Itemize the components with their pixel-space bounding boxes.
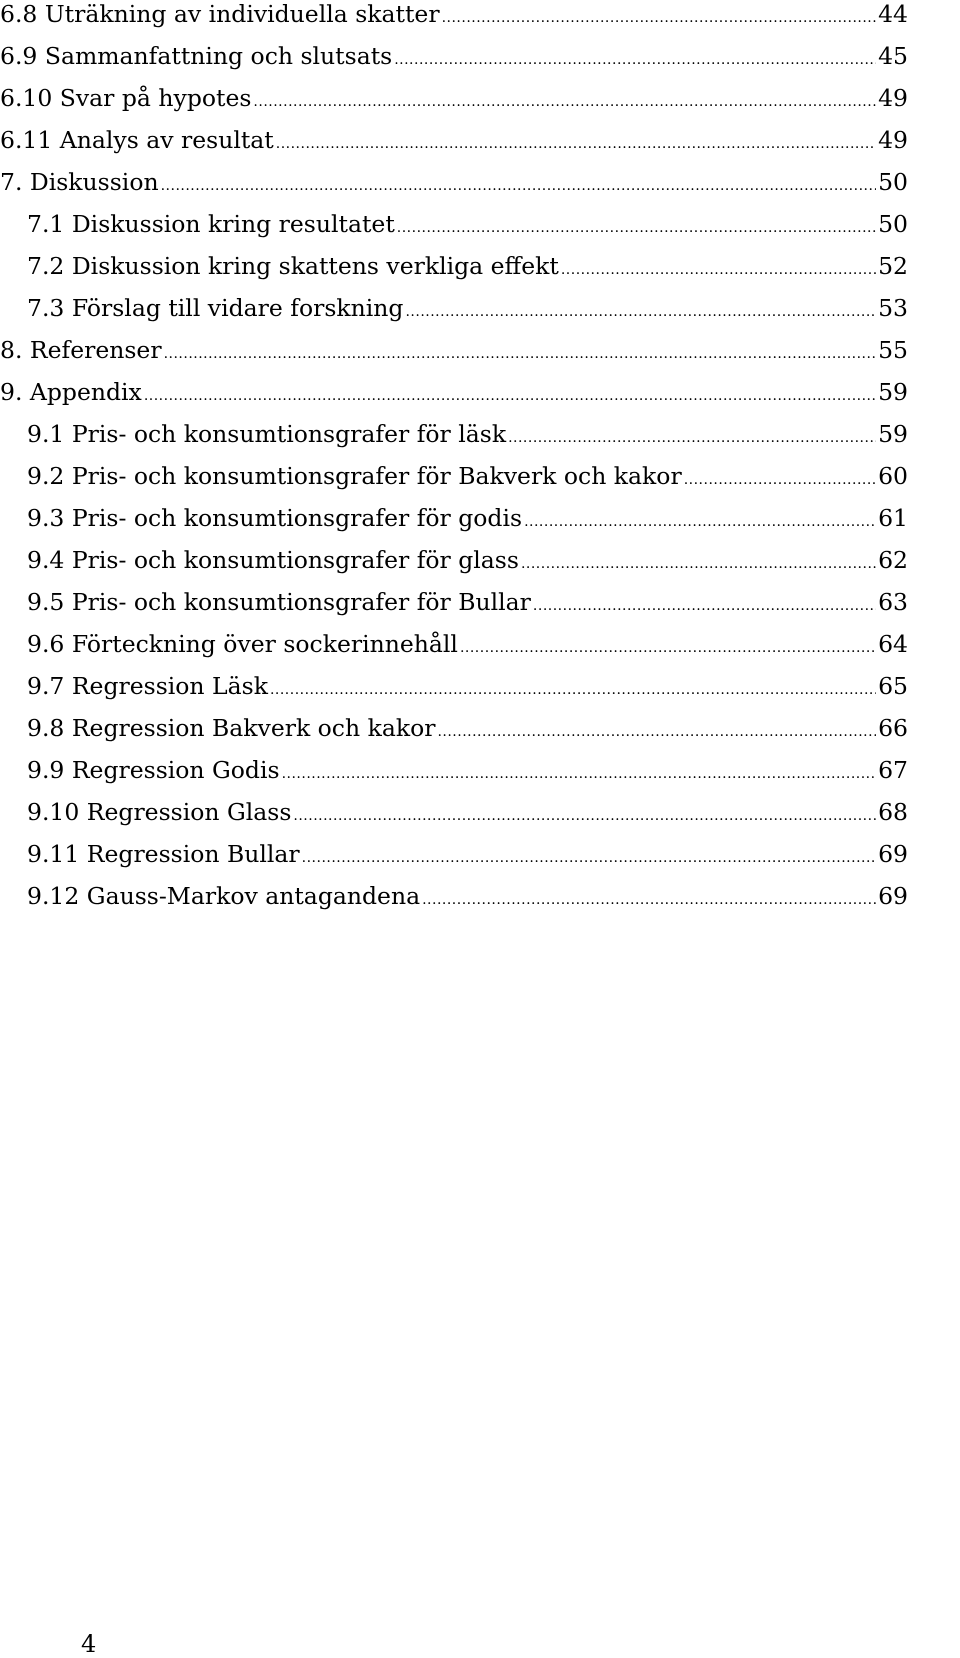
toc-entry	[27, 748, 908, 792]
toc-entry	[27, 664, 908, 708]
toc-entry-page: 49	[878, 126, 908, 154]
toc-entry-title: 9.12 Gauss-Markov antagandena	[27, 882, 421, 910]
toc-entry-title: 9.5 Pris- och konsumtionsgrafer för Bullar	[27, 588, 531, 616]
toc-entry-page: 66	[878, 714, 908, 742]
toc-entry-title: 9.10 Regression Glass	[27, 798, 292, 826]
toc-entry-page: 62	[878, 546, 908, 574]
toc-entry-page: 65	[878, 672, 908, 700]
toc-entry-title: 9.7 Regression Läsk	[27, 672, 268, 700]
toc-entry-page: 60	[878, 462, 908, 490]
toc-entry	[27, 622, 908, 666]
toc-entry-page: 53	[878, 294, 908, 322]
toc-entry-title: 9.1 Pris- och konsumtionsgrafer för läsk	[27, 420, 507, 448]
toc-entry-page: 52	[878, 252, 908, 280]
toc-entry-page: 49	[878, 84, 908, 112]
toc-entry	[0, 34, 908, 78]
toc-entry	[27, 706, 908, 750]
toc-entry	[0, 0, 908, 36]
toc-entry-title: 9.2 Pris- och konsumtionsgrafer för Bakverk och kakor	[27, 462, 682, 490]
toc-entry-page: 55	[878, 336, 908, 364]
toc-entry-title: 7.3 Förslag till vidare forskning	[27, 294, 404, 322]
toc-entry	[0, 118, 908, 162]
toc-entry-page: 67	[878, 756, 908, 784]
toc-entry-title: 9.9 Regression Godis	[27, 756, 280, 784]
toc-entry-page: 59	[878, 378, 908, 406]
toc-entry-page: 69	[878, 882, 908, 910]
toc-entry-title: 6.11 Analys av resultat	[0, 126, 274, 154]
toc-entry	[0, 160, 908, 204]
toc-entry	[27, 874, 908, 918]
toc-entry-title: 7.1 Diskussion kring resultatet	[27, 210, 395, 238]
toc-entry	[27, 454, 908, 498]
toc-entry	[27, 244, 908, 288]
toc-entry-title: 9.8 Regression Bakverk och kakor	[27, 714, 436, 742]
dot-leader	[422, 878, 876, 922]
toc-entry	[27, 538, 908, 582]
toc-entry-page: 61	[878, 504, 908, 532]
toc-entry	[27, 202, 908, 246]
toc-entry-page: 44	[878, 0, 908, 28]
toc-entry-page: 63	[878, 588, 908, 616]
toc-entry-title: 9.4 Pris- och konsumtionsgrafer för glass	[27, 546, 519, 574]
toc-entry-title: 9. Appendix	[0, 378, 142, 406]
toc-entry-page: 59	[878, 420, 908, 448]
toc-entry	[27, 412, 908, 456]
toc-entry-page: 69	[878, 840, 908, 868]
toc-entry-title: 7.2 Diskussion kring skattens verkliga effekt	[27, 252, 559, 280]
toc-entry	[27, 790, 908, 834]
toc-entry-title: 8. Referenser	[0, 336, 162, 364]
toc-entry-page: 68	[878, 798, 908, 826]
toc-entry-page: 45	[878, 42, 908, 70]
toc-entry-title: 9.3 Pris- och konsumtionsgrafer för godis	[27, 504, 523, 532]
toc-entry	[0, 328, 908, 372]
toc-entry-title: 9.11 Regression Bullar	[27, 840, 300, 868]
toc-entry-title: 9.6 Förteckning över sockerinnehåll	[27, 630, 458, 658]
toc-entry	[0, 370, 908, 414]
toc-entry-title: 6.9 Sammanfattning och slutsats	[0, 42, 393, 70]
toc-entry-title: 7. Diskussion	[0, 168, 159, 196]
toc-entry	[27, 286, 908, 330]
toc-entry-title: 6.8 Uträkning av individuella skatter	[0, 0, 440, 28]
toc-entry-page: 50	[878, 168, 908, 196]
page-number: 4	[81, 1630, 97, 1658]
toc-entry	[27, 496, 908, 540]
toc-entry-page: 64	[878, 630, 908, 658]
toc-entry-title: 6.10 Svar på hypotes	[0, 84, 252, 112]
toc-entry	[27, 580, 908, 624]
toc-entry	[27, 832, 908, 876]
toc-entry	[0, 76, 908, 120]
toc-entry-page: 50	[878, 210, 908, 238]
